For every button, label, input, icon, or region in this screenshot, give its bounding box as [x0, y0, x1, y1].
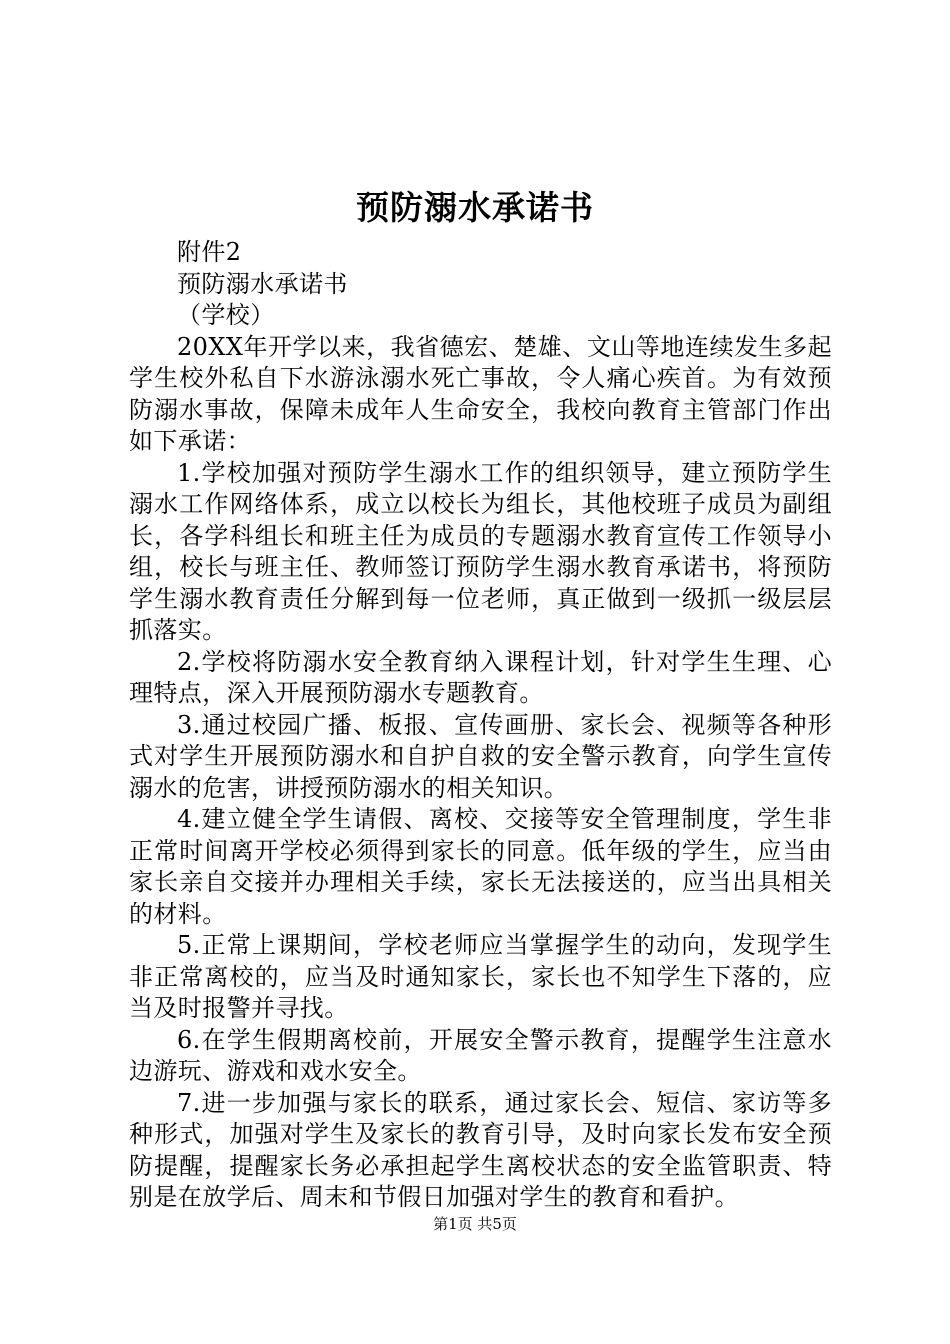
- commitment-item-7: 7.进一步加强与家长的联系，通过家长会、短信、家访等多种形式，加强对学生及家长的教育引导，及时向家长发布安全预防提醒，提醒家长务必承担起学生离校状态的安全监管职责、特别是在放学后、周末和节假日加强对学生的教育和看护。: [129, 1088, 832, 1211]
- commitment-item-5: 5.正常上课期间，学校老师应当掌握学生的动向，发现学生非正常离校的，应当及时通知家长，家长也不知学生下落的，应当及时报警并寻找。: [129, 931, 832, 1022]
- attachment-label: 附件2: [177, 238, 242, 266]
- school-placeholder: （学校）: [177, 301, 275, 329]
- commitment-item-3: 3.通过校园广播、板报、宣传画册、家长会、视频等各种形式对学生开展预防溺水和自护自救的安全警示教育，向学生宣传溺水的危害，讲授预防溺水的相关知识。: [129, 710, 832, 802]
- commitment-item-1: 1.学校加强对预防学生溺水工作的组织领导，建立预防学生溺水工作网络体系，成立以校长为组长，其他校班子成员为副组长，各学科组长和班主任为成员的专题溺水教育宣传工作领导小组，校长与班主任、教师签订预防学生溺水教育承诺书，将预防学生溺水教育责任分解到每一位老师，真正做到一级抓一级层层抓落实。: [129, 458, 832, 644]
- document-body: [129, 237, 832, 1214]
- document-title: 预防溺水承诺书: [356, 188, 594, 227]
- commitment-item-2: 2.学校将防溺水安全教育纳入课程计划，针对学生生理、心理特点，深入开展预防溺水专题教育。: [129, 647, 832, 707]
- commitment-item-6: 6.在学生假期离校前，开展安全警示教育，提醒学生注意水边游玩、游戏和戏水安全。: [129, 1025, 832, 1085]
- subtitle: 预防溺水承诺书: [177, 269, 348, 298]
- intro-paragraph: 20XX年开学以来，我省德宏、楚雄、文山等地连续发生多起学生校外私自下水游泳溺水死亡事故，令人痛心疾首。为有效预防溺水事故，保障未成年人生命安全，我校向教育主管部门作出如下承诺：: [129, 332, 832, 455]
- page-number-footer: 第1页 共5页: [433, 1215, 517, 1233]
- commitment-item-4: 4.建立健全学生请假、离校、交接等安全管理制度，学生非正常时间离开学校必须得到家长的同意。低年级的学生，应当由家长亲自交接并办理相关手续，家长无法接送的，应当出具相关的材料。: [129, 805, 832, 928]
